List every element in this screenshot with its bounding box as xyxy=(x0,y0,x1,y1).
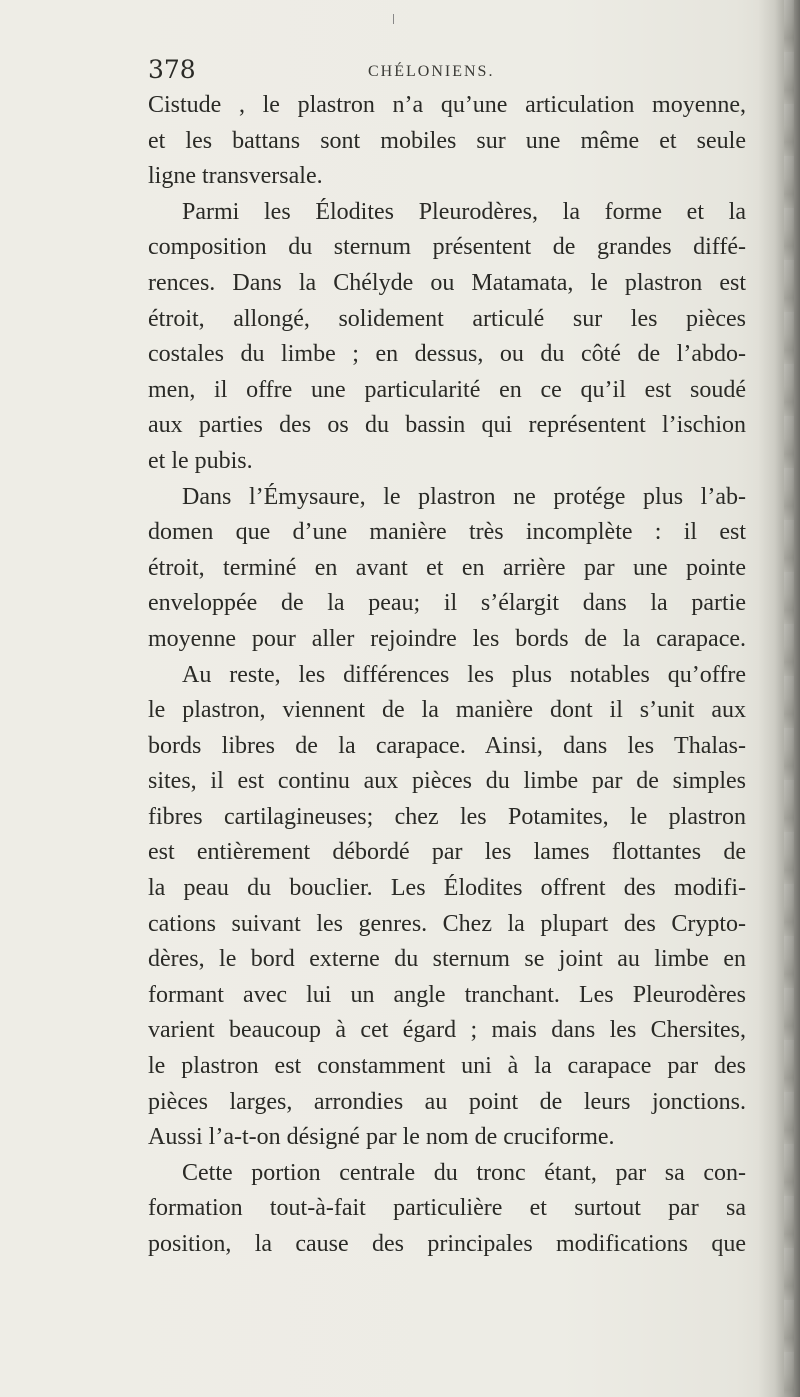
text-line: et le pubis. xyxy=(148,447,253,474)
page-number: 378 xyxy=(148,55,196,84)
text-line: aux parties des os du bassin qui représentent l’ischion xyxy=(148,412,746,439)
text-line: Dans l’Émysaure, le plastron ne protége plus l’ab- xyxy=(182,483,746,510)
text-line: bords libres de la carapace. Ainsi, dans les Thalas- xyxy=(148,732,746,759)
text-line: dères, le bord externe du sternum se joint au limbe en xyxy=(148,946,746,973)
text-line: fibres cartilagineuses; chez les Potamites, le plastron xyxy=(148,803,746,830)
text-line: costales du limbe ; en dessus, ou du côté de l’abdo- xyxy=(148,341,746,368)
text-line: étroit, allongé, solidement articulé sur les pièces xyxy=(148,305,746,332)
text-line: composition du sternum présentent de grandes diffé- xyxy=(148,234,746,261)
text-line: position, la cause des principales modifications que xyxy=(148,1231,746,1257)
binding-shadow xyxy=(758,0,800,1397)
text-line: le plastron est constamment uni à la carapace par des xyxy=(148,1053,746,1080)
text-line: enveloppée de la peau; il s’élargit dans la partie xyxy=(148,590,746,617)
body-text xyxy=(148,88,746,1263)
text-line: varient beaucoup à cet égard ; mais dans les Chersites, xyxy=(148,1017,746,1044)
text-line: et les battans sont mobiles sur une même et seule xyxy=(148,127,746,154)
page-header xyxy=(148,55,738,89)
text-line: domen que d’une manière très incomplète : il est xyxy=(148,519,746,546)
text-line: Parmi les Élodites Pleurodères, la forme et la xyxy=(182,198,746,225)
text-line: rences. Dans la Chélyde ou Matamata, le plastron est xyxy=(148,269,746,296)
text-line: Aussi l’a-t-on désigné par le nom de cruciforme. xyxy=(148,1124,615,1151)
text-line: ligne transversale. xyxy=(148,163,323,190)
text-line: Cette portion centrale du tronc étant, par sa con- xyxy=(182,1159,746,1186)
running-head: CHÉLONIENS. xyxy=(368,63,495,80)
text-line: Cistude , le plastron n’a qu’une articulation moyenne, xyxy=(148,92,746,118)
text-line: la peau du bouclier. Les Élodites offrent des modifi- xyxy=(148,875,746,902)
text-line: men, il offre une particularité en ce qu’il est soudé xyxy=(148,376,746,403)
text-line: étroit, terminé en avant et en arrière par une pointe xyxy=(148,554,746,581)
text-line: sites, il est continu aux pièces du limbe par de simples xyxy=(148,768,746,795)
text-line: le plastron, viennent de la manière dont il s’unit aux xyxy=(148,697,746,724)
text-line: formant avec lui un angle tranchant. Les Pleurodères xyxy=(148,981,746,1008)
text-line: pièces larges, arrondies au point de leurs jonctions. xyxy=(148,1088,746,1115)
text-line: Au reste, les différences les plus notables qu’offre xyxy=(182,661,746,688)
text-line: est entièrement débordé par les lames flottantes de xyxy=(148,839,746,866)
print-mark xyxy=(393,14,394,24)
text-line: moyenne pour aller rejoindre les bords de la carapace. xyxy=(148,625,746,652)
text-line: formation tout-à-fait particulière et surtout par sa xyxy=(148,1195,746,1222)
text-line: cations suivant les genres. Chez la plupart des Crypto- xyxy=(148,910,746,937)
